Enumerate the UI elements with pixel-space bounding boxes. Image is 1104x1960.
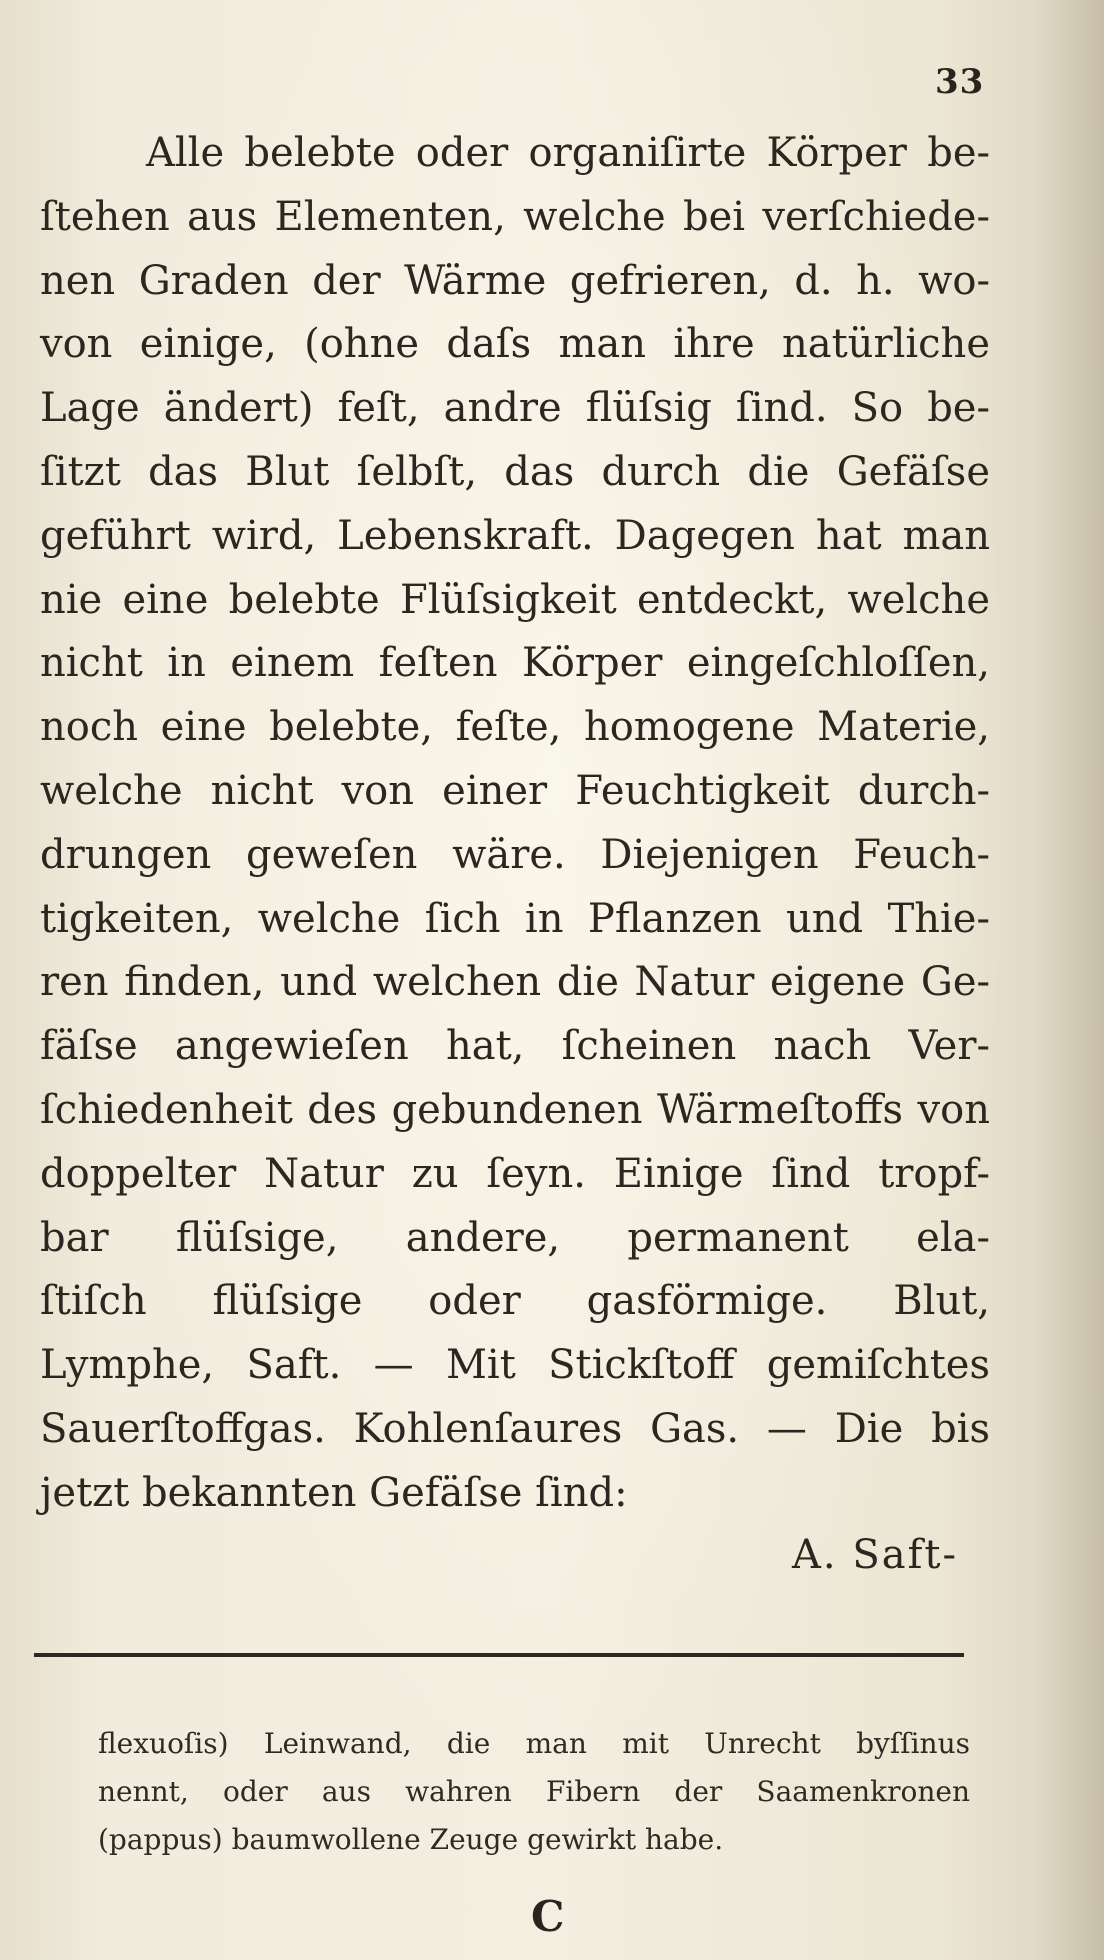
body-text: [40, 122, 990, 1526]
footnote-line: nennt, oder aus wahren Fibern der Saamenkronen: [98, 1775, 970, 1808]
body-line: ſitzt das Blut ſelbſt, das durch die Gefäſse: [40, 448, 990, 495]
body-line: doppelter Natur zu ſeyn. Einige ſind tropf-: [40, 1150, 990, 1197]
body-line: Sauerſtoffgas. Kohlenſaures Gas. — Die bis: [40, 1405, 990, 1452]
page-edge-shadow: [1034, 0, 1104, 1960]
body-line: Lymphe, Saft. — Mit Stickſtoff gemiſchtes: [40, 1342, 990, 1389]
page-number: 33: [935, 62, 985, 102]
body-line: geführt wird, Lebenskraft. Dagegen hat man: [40, 512, 990, 559]
catchword: A. Saft-: [792, 1532, 958, 1578]
body-line: Alle belebte oder organiſirte Körper be-: [146, 130, 990, 176]
body-line: tigkeiten, welche ſich in Pflanzen und Thie-: [40, 895, 990, 942]
body-line: noch eine belebte, feſte, homogene Materie,: [40, 704, 990, 751]
body-line: bar flüſsige, andere, permanent ela-: [40, 1214, 990, 1261]
body-line: nicht in einem feſten Körper eingeſchloſſen,: [40, 640, 990, 687]
body-line: jetzt bekannten Gefäſse ſind:: [40, 1469, 628, 1516]
footnote-line: flexuoſis) Leinwand, die man mit Unrecht byſſinus: [98, 1727, 970, 1760]
body-line: von einige, (ohne daſs man ihre natürliche: [40, 321, 990, 368]
body-line: ſchiedenheit des gebundenen Wärmeſtoffs von: [40, 1086, 990, 1133]
footnote: [98, 1720, 970, 1864]
body-line: nie eine belebte Flüſsigkeit entdeckt, welche: [40, 576, 990, 623]
body-line: fäſse angewieſen hat, ſcheinen nach Ver-: [40, 1023, 990, 1070]
body-line: nen Graden der Wärme gefrieren, d. h. wo-: [40, 257, 990, 304]
body-line: welche nicht von einer Feuchtigkeit durch-: [40, 767, 990, 814]
signature-mark: C: [531, 1892, 565, 1941]
body-line: ſtiſch flüſsige oder gasförmige. Blut,: [40, 1278, 990, 1325]
body-line: drungen geweſen wäre. Diejenigen Feuch-: [40, 831, 990, 878]
body-line: Lage ändert) feſt, andre flüſsig ſind. So be-: [40, 385, 990, 432]
footnote-line: (pappus) baumwollene Zeuge gewirkt habe.: [98, 1823, 724, 1856]
body-line: ſtehen aus Elementen, welche bei verſchiede-: [40, 193, 990, 240]
body-line: ren finden, und welchen die Natur eigene Ge-: [40, 959, 990, 1006]
footnote-rule: [34, 1653, 964, 1657]
